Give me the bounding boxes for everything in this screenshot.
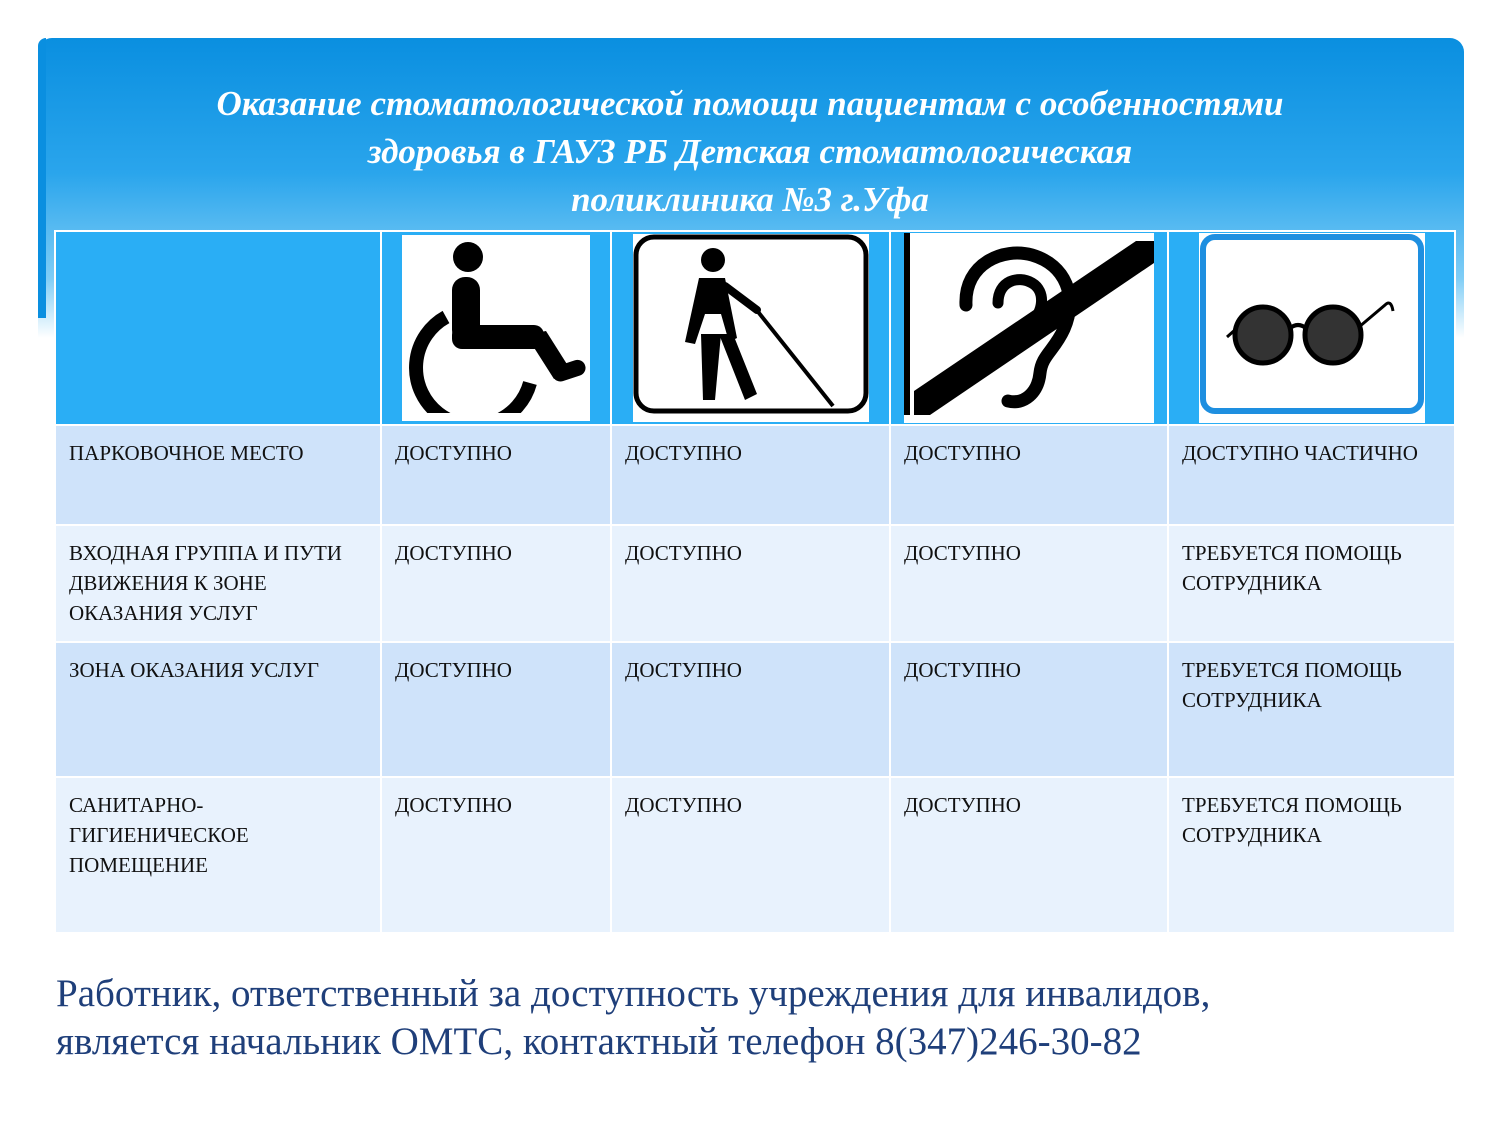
footer-line-1: Работник, ответственный за доступность учреждения для инвалидов, [56,972,1211,1015]
row-label: ВХОДНАЯ ГРУППА И ПУТИ ДВИЖЕНИЯ К ЗОНЕ ОКАЗАНИЯ УСЛУГ [55,525,381,642]
header-cell-blind [611,231,890,425]
title-line-1: Оказание стоматологической помощи пациентам с особенностями [216,84,1284,123]
header-cell-hearing [890,231,1168,425]
table-cell: ДОСТУПНО [611,777,890,933]
table-cell: ДОСТУПНО [890,425,1168,525]
table-cell: ДОСТУПНО [381,425,611,525]
table-cell: ТРЕБУЕТСЯ ПОМОЩЬ СОТРУДНИКА [1168,642,1455,777]
table-cell: ТРЕБУЕТСЯ ПОМОЩЬ СОТРУДНИКА [1168,525,1455,642]
page-title [60,80,1440,224]
title-line-2: здоровья в ГАУЗ РБ Детская стоматологическая [367,132,1133,171]
blind-person-cane-icon [633,234,869,422]
table-row [55,525,1455,642]
table-cell: ДОСТУПНО [611,642,890,777]
banner-accent [38,38,46,318]
header-empty-cell [55,231,381,425]
row-label: ЗОНА ОКАЗАНИЯ УСЛУГ [55,642,381,777]
header-cell-vision [1168,231,1455,425]
table-cell: ДОСТУПНО [611,425,890,525]
table-row [55,425,1455,525]
hearing-impaired-icon [904,233,1154,423]
accessibility-table [54,230,1456,934]
table-cell: ДОСТУПНО [890,777,1168,933]
table-cell: ДОСТУПНО [890,642,1168,777]
table-row [55,642,1455,777]
wheelchair-icon [402,235,590,421]
footer-line-2: является начальник ОМТС, контактный телефон 8(347)246-30-82 [56,1020,1142,1063]
table-cell: ДОСТУПНО [381,777,611,933]
row-label: САНИТАРНО-ГИГИЕНИЧЕСКОЕ ПОМЕЩЕНИЕ [55,777,381,933]
dark-glasses-icon [1199,233,1425,423]
table-row [55,777,1455,933]
table-cell: ТРЕБУЕТСЯ ПОМОЩЬ СОТРУДНИКА [1168,777,1455,933]
table-cell: ДОСТУПНО [381,525,611,642]
header-cell-wheelchair [381,231,611,425]
table-cell: ДОСТУПНО [890,525,1168,642]
responsible-person-note [56,970,1456,1066]
row-label: ПАРКОВОЧНОЕ МЕСТО [55,425,381,525]
table-cell: ДОСТУПНО [611,525,890,642]
table-cell: ДОСТУПНО [381,642,611,777]
table-header-row [55,231,1455,425]
title-line-3: поликлиника №3 г.Уфа [571,180,929,219]
table-cell: ДОСТУПНО ЧАСТИЧНО [1168,425,1455,525]
